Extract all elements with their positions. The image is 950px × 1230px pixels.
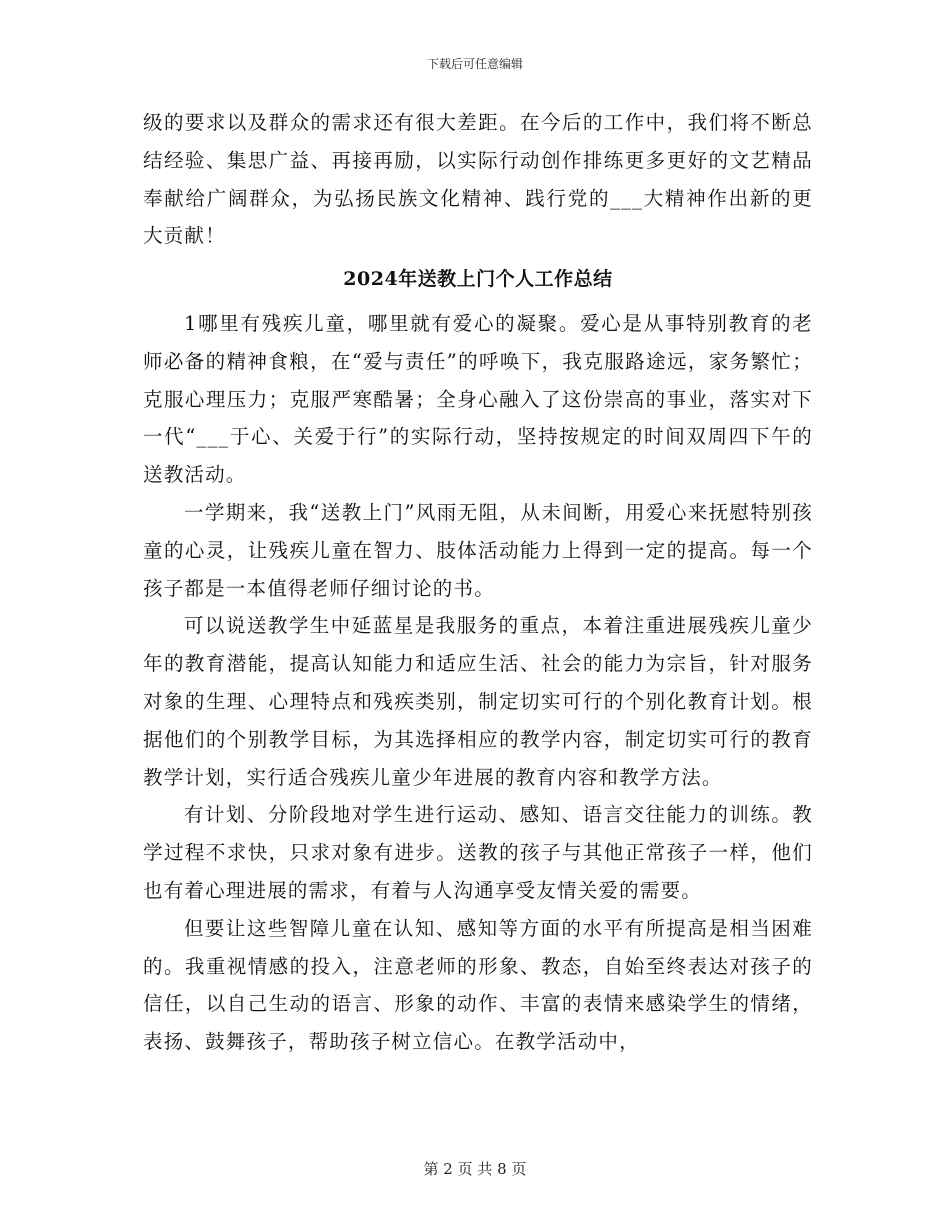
- body-paragraph-4: 有计划、分阶段地对学生进行运动、感知、语言交往能力的训练。教学过程不求快，只求对象有进步。送教的孩子与其他正常孩子一样，他们也有着心理进展的需求，有着与人沟通享受友情关爱的需要。: [143, 803, 813, 902]
- intro-paragraph: 级的要求以及群众的需求还有很大差距。在今后的工作中，我们将不断总结经验、集思广益、再接再励，以实际行动创作排练更多更好的文艺精品奉献给广阔群众，为弘扬民族文化精神、践行党的___大精神作出新的更大贡献！: [143, 111, 813, 248]
- body-paragraph-5: 但要让这些智障儿童在认知、感知等方面的水平有所提高是相当困难的。我重视情感的投入，注意老师的形象、教态，自始至终表达对孩子的信任，以自己生动的语言、形象的动作、丰富的表情来感染学生的情绪，表扬、鼓舞孩子，帮助孩子树立信心。在教学活动中，: [143, 916, 813, 1054]
- body-paragraph-3: 可以说送教学生中延蓝星是我服务的重点，本着注重进展残疾儿童少年的教育潜能，提高认知能力和适应生活、社会的能力为宗旨，针对服务对象的生理、心理特点和残疾类别，制定切实可行的个别化教育计划。根据他们的个别教学目标，为其选择相应的教学内容，制定切实可行的教育教学计划，实行适合残疾儿童少年进展的教育内容和教学方法。: [143, 614, 813, 789]
- document-title: 2024年送教上门个人工作总结: [343, 268, 613, 291]
- page-number-footer: 第 2 页 共 8 页: [423, 1160, 527, 1178]
- page-header-note: 下载后可任意编辑: [426, 57, 523, 71]
- document-body: [143, 104, 813, 1061]
- body-paragraph-1: 1哪里有残疾儿童，哪里就有爱心的凝聚。爱心是从事特别教育的老师必备的精神食粮，在“爱与责任”的呼唤下，我克服路途远，家务繁忙；克服心理压力；克服严寒酷暑；全身心融入了这份崇高的事业，落实对下一代“___于心、关爱于行”的实际行动，坚持按规定的时间双周四下午的送教活动。: [143, 311, 813, 487]
- body-paragraph-2: 一学期来，我“送教上门”风雨无阻，从未间断，用爱心来抚慰特别孩童的心灵，让残疾儿童在智力、肢体活动能力上得到一定的提高。每一个孩子都是一本值得老师仔细讨论的书。: [143, 500, 813, 600]
